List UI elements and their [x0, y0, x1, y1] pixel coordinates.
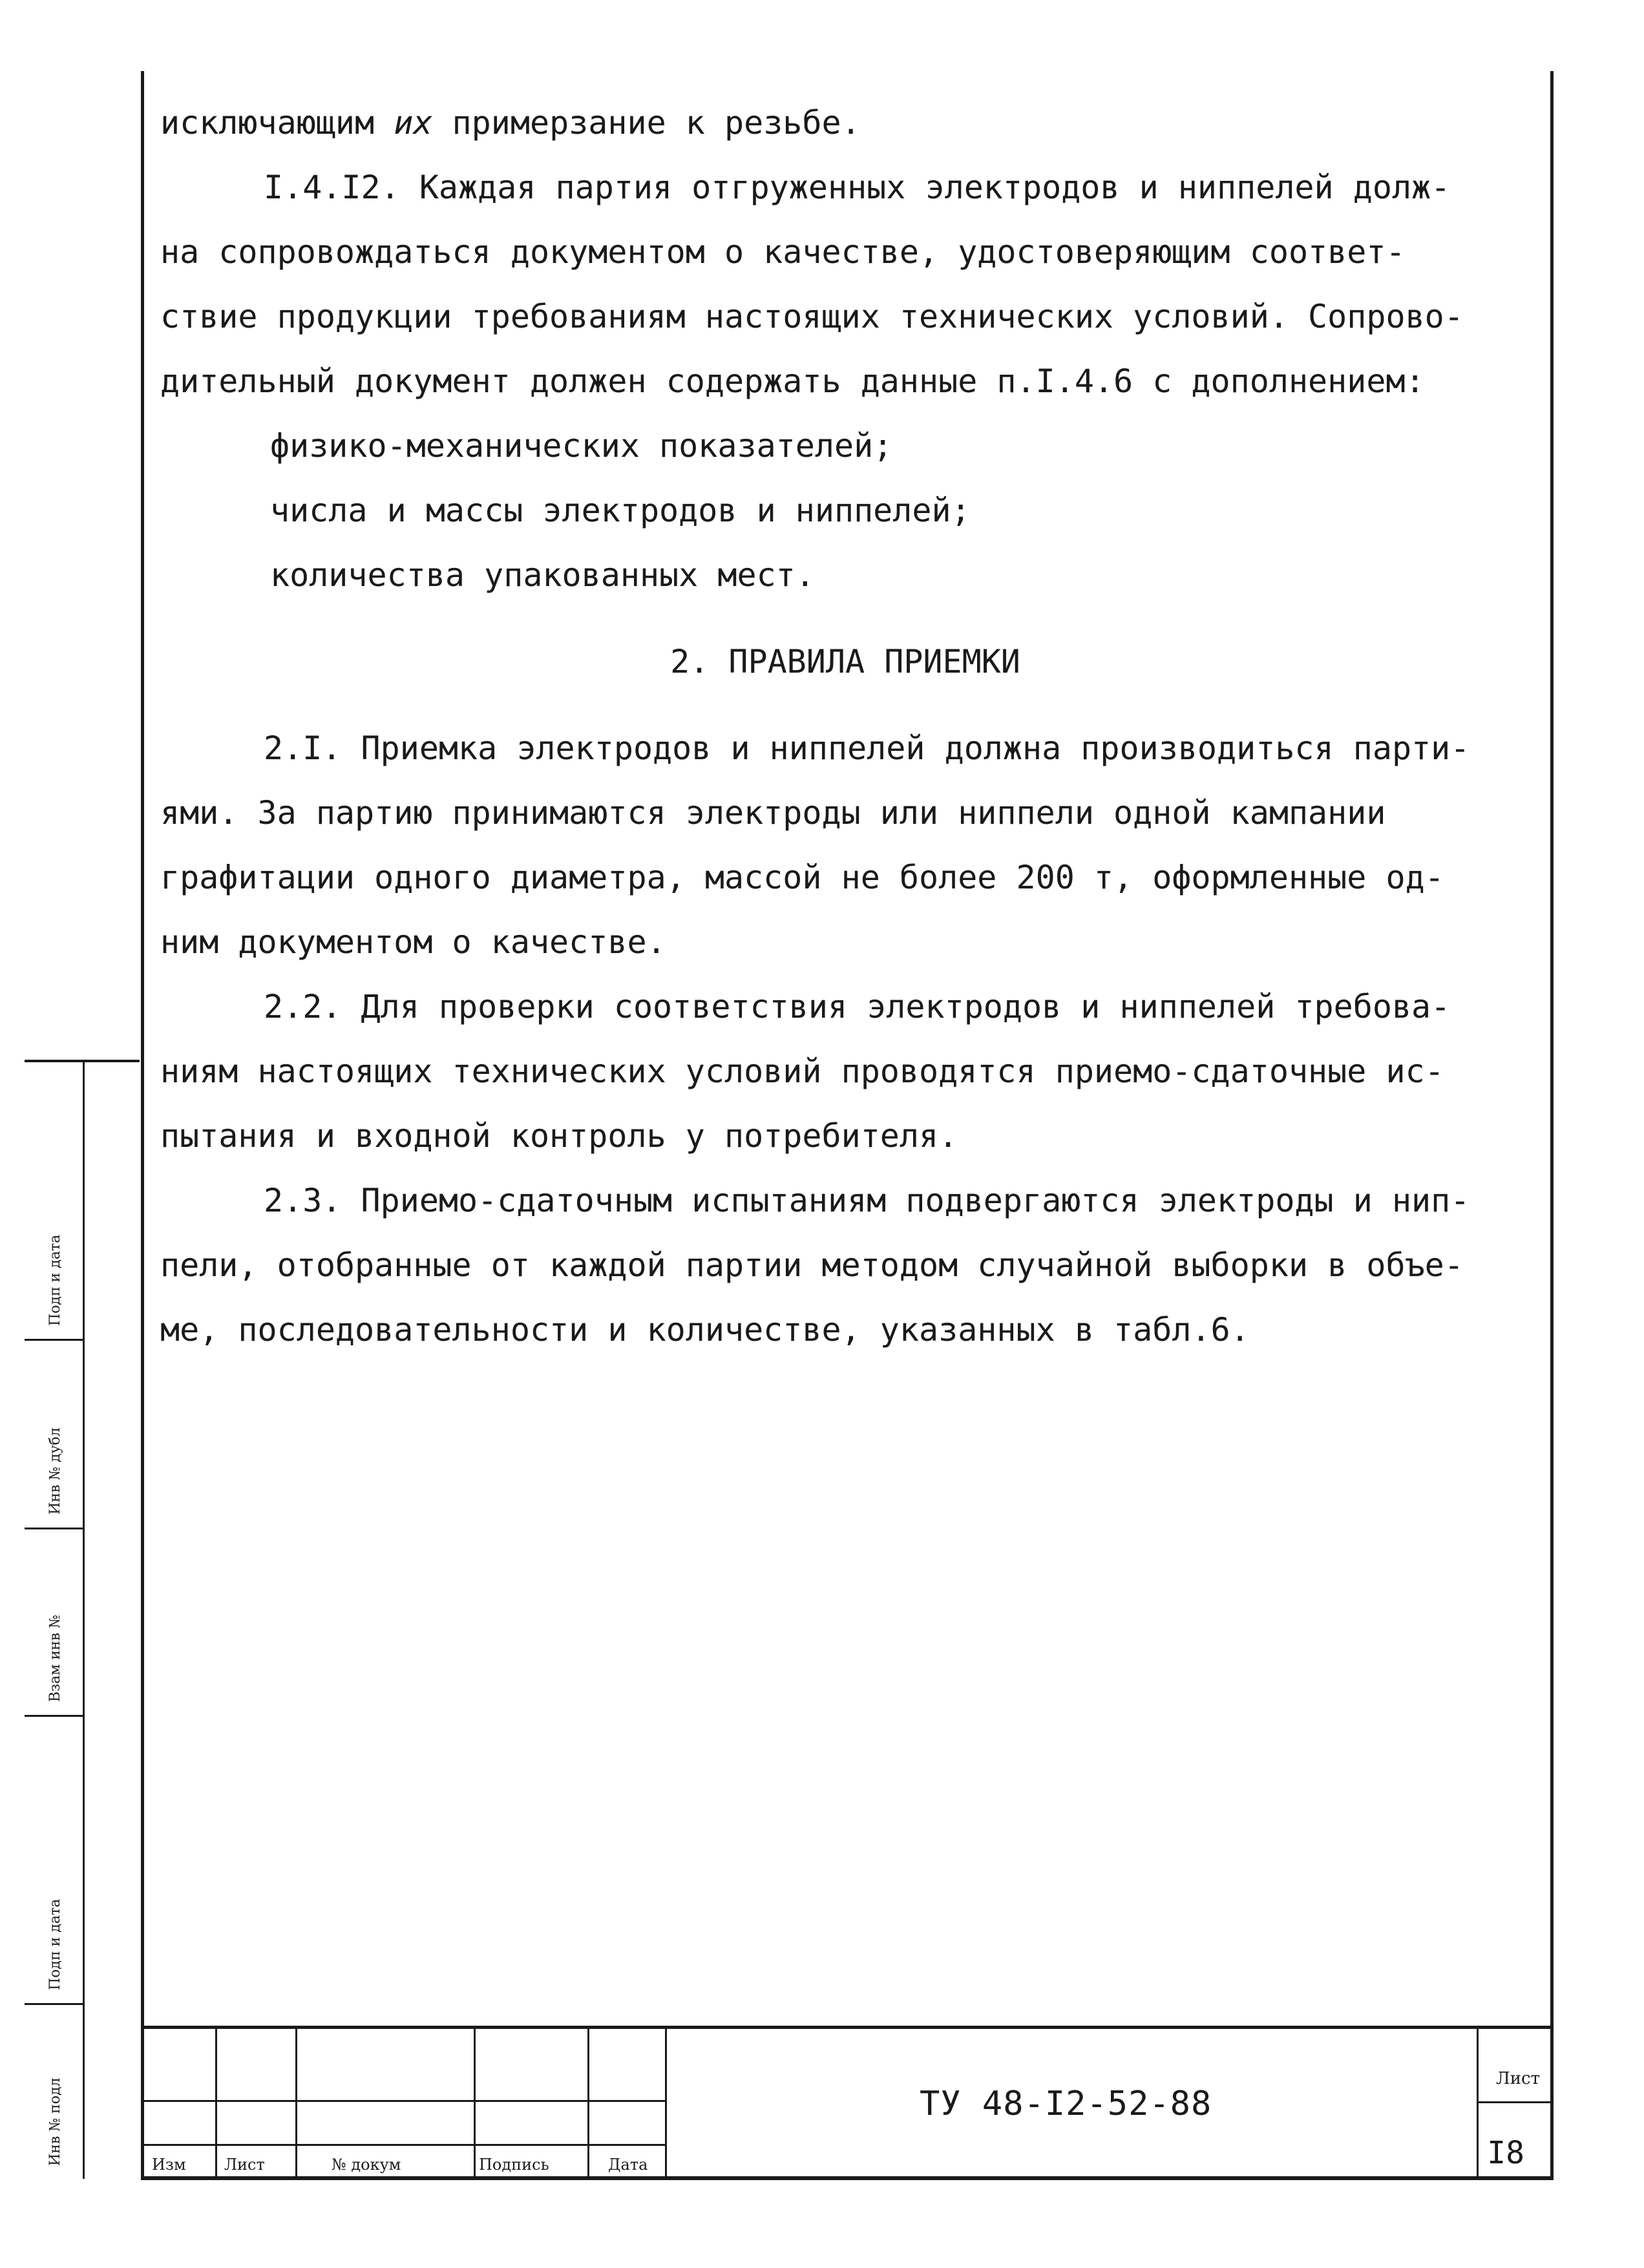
body-line-1: I.4.I2. Каждая партия отгруженных электродов и ниппелей долж-	[264, 169, 1451, 206]
section2-line: 2.2. Для проверки соответствия электродов и ниппелей требова-	[264, 988, 1451, 1025]
side-stamp-labels	[25, 1062, 85, 2179]
divider	[665, 2029, 667, 2179]
side-label: Взам инв №	[47, 1615, 63, 1702]
title-block	[144, 2026, 1550, 2179]
side-cell	[25, 2003, 83, 2179]
divider	[144, 2100, 665, 2102]
side-stamp	[25, 1060, 140, 2179]
side-label: Подп и дата	[47, 1234, 63, 1326]
side-cell	[25, 1062, 83, 1341]
side-label: Подп и дата	[47, 1898, 63, 1990]
side-cell	[25, 1339, 83, 1529]
list-item: числа и массы электродов и ниппелей;	[270, 492, 971, 529]
section2-line: ме, последовательности и количестве, указанных в табл.6.	[160, 1311, 1250, 1349]
section2-line: 2.3. Приемо-сдаточным испытаниям подвергаются электроды и нип-	[264, 1182, 1470, 1219]
body-line-4: дительный документ должен содержать данные п.I.4.6 с дополнением:	[160, 362, 1425, 400]
divider	[144, 2144, 665, 2146]
section2-line: ним документом о качестве.	[160, 923, 666, 961]
body-line-0: исключающим их примерзание к резьбе.	[160, 104, 861, 142]
section2-line: ниям настоящих технических условий проводятся приемо-сдаточные ис-	[160, 1053, 1444, 1090]
section-heading: 2. ПРАВИЛА ПРИЕМКИ	[670, 643, 1020, 680]
list-item: количества упакованных мест.	[270, 556, 815, 594]
sheet-label: Лист	[1496, 2069, 1540, 2088]
side-label: Инв № подл	[47, 2077, 63, 2166]
col-label-list: Лист	[224, 2156, 265, 2174]
divider	[1477, 2029, 1479, 2179]
side-cell	[25, 1528, 83, 1717]
document-body	[160, 90, 1530, 1362]
side-label: Инв № дубл	[47, 1427, 63, 1515]
divider	[215, 2029, 217, 2179]
col-label-doc-number: № докум	[332, 2156, 401, 2174]
divider	[474, 2029, 476, 2179]
col-label-date: Дата	[608, 2156, 648, 2174]
body-line-3: ствие продукции требованиям настоящих технических условий. Сопрово-	[160, 298, 1464, 335]
divider	[587, 2029, 589, 2179]
document-code: ТУ 48-I2-52-88	[920, 2084, 1212, 2123]
section2-line: пели, отобранные от каждой партии методом случайной выборки в объе-	[160, 1246, 1464, 1284]
section2-line: пытания и входной контроль у потребителя.	[160, 1117, 958, 1155]
col-label-signature: Подпись	[479, 2156, 549, 2174]
list-item: физико-механических показателей;	[270, 427, 893, 465]
col-label-izm: Изм	[152, 2156, 186, 2174]
section2-line: графитации одного диаметра, массой не более 200 т, оформленные од-	[160, 859, 1444, 896]
divider	[295, 2029, 297, 2179]
divider	[1477, 2101, 1550, 2103]
body-line-2: на сопровождаться документом о качестве, удостоверяющим соответ-	[160, 233, 1406, 271]
sheet-number: I8	[1487, 2135, 1524, 2171]
section2-line: ями. За партию принимаются электроды или ниппели одной кампании	[160, 794, 1386, 832]
side-cell	[25, 1715, 83, 2005]
section2-line: 2.I. Приемка электродов и ниппелей должна производиться парти-	[264, 730, 1470, 767]
